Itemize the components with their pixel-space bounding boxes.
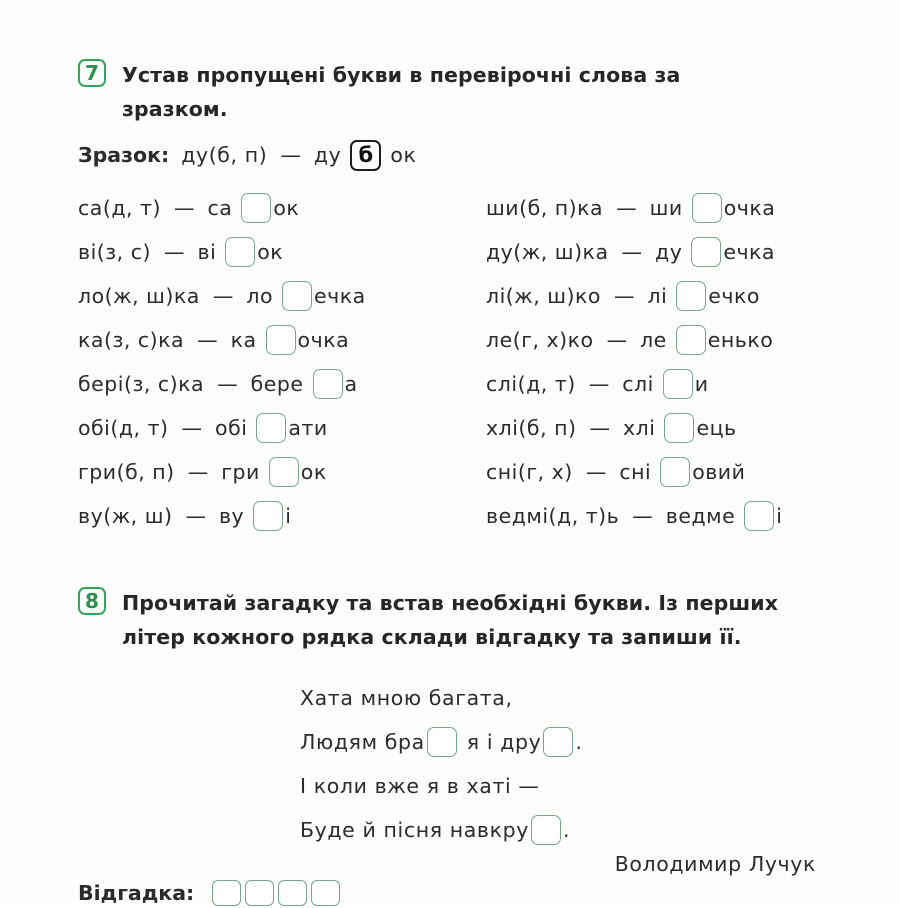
- sample-answer-suffix: ок: [390, 143, 417, 167]
- letter-input-box[interactable]: [676, 325, 706, 355]
- pair-dash: —: [185, 504, 206, 528]
- answer-prefix: ві: [197, 240, 217, 264]
- word-pair-row: [486, 186, 782, 230]
- letter-input-box[interactable]: [543, 727, 573, 757]
- answer-suffix: и: [694, 372, 709, 396]
- answer-suffix: а: [344, 372, 358, 396]
- letter-input-box[interactable]: [744, 501, 774, 531]
- word-pair-row: [78, 362, 366, 406]
- pair-dash: —: [585, 460, 607, 484]
- answer-prefix: ло: [246, 284, 274, 308]
- pair-dash: —: [613, 284, 635, 308]
- answer-prefix: ле: [640, 328, 667, 352]
- source-word: са(д, т): [78, 196, 161, 220]
- source-word: хлі(б, п): [486, 416, 577, 440]
- answer-letter-box[interactable]: [245, 880, 274, 906]
- word-pair-row: [486, 230, 782, 274]
- word-column-right: [486, 186, 782, 538]
- answer-suffix: очка: [297, 328, 350, 352]
- letter-input-box[interactable]: [313, 369, 343, 399]
- riddle-text-segment: Буде й пісня навкру: [300, 818, 529, 842]
- exercise-number-badge-8: 8: [78, 587, 106, 615]
- riddle-text-segment: Людям бра: [300, 730, 425, 754]
- exercise-7-instruction: [122, 58, 818, 126]
- source-word: сні(г, х): [486, 460, 573, 484]
- pair-dash: —: [589, 416, 611, 440]
- exercise-number-badge-7: 7: [78, 59, 106, 87]
- letter-input-box[interactable]: [676, 281, 706, 311]
- letter-input-box[interactable]: [691, 237, 721, 267]
- riddle-text-segment: я і дру: [466, 730, 542, 754]
- sample-filled-box: б: [350, 140, 381, 171]
- answer-letter-box[interactable]: [278, 880, 307, 906]
- letter-input-box[interactable]: [256, 413, 286, 443]
- answer-prefix: ву: [218, 504, 245, 528]
- pair-dash: —: [616, 196, 637, 220]
- riddle-line: [300, 720, 583, 764]
- riddle-line: [300, 676, 583, 720]
- pair-dash: —: [197, 328, 218, 352]
- word-pair-row: [486, 362, 782, 406]
- word-pair-row: [486, 494, 782, 538]
- source-word: ду(ж, ш)ка: [486, 240, 609, 264]
- riddle-line: [300, 764, 583, 808]
- letter-input-box[interactable]: [427, 727, 457, 757]
- source-word: слі(д, т): [486, 372, 576, 396]
- word-pair-row: [78, 318, 366, 362]
- answer-row: [78, 878, 340, 908]
- answer-prefix: ведме: [665, 504, 736, 528]
- answer-letter-box[interactable]: [311, 880, 340, 906]
- source-word: ведмі(д, т)ь: [486, 504, 620, 528]
- sample-answer-prefix: ду: [313, 143, 342, 167]
- exercise-8-header: [0, 586, 900, 654]
- sample-dash: —: [280, 143, 301, 167]
- answer-suffix: і: [776, 504, 783, 528]
- exercise-8-instruction: [122, 586, 818, 654]
- source-word: ву(ж, ш): [78, 504, 173, 528]
- pair-dash: —: [217, 372, 238, 396]
- answer-label: Відгадка:: [78, 881, 195, 905]
- word-pair-row: [486, 450, 782, 494]
- word-pair-row: [78, 450, 366, 494]
- word-pair-row: [78, 406, 366, 450]
- pair-dash: —: [163, 240, 185, 264]
- source-word: ло(ж, ш)ка: [78, 284, 200, 308]
- answer-suffix: енько: [707, 328, 774, 352]
- letter-input-box[interactable]: [253, 501, 283, 531]
- word-pair-row: [78, 230, 366, 274]
- letter-input-box[interactable]: [282, 281, 312, 311]
- pair-dash: —: [632, 504, 653, 528]
- riddle-text-segment: .: [575, 730, 583, 754]
- answer-suffix: овий: [692, 460, 746, 484]
- letter-input-box[interactable]: [225, 237, 255, 267]
- answer-suffix: ечко: [708, 284, 760, 308]
- letter-input-box[interactable]: [269, 457, 299, 487]
- sample-line: [78, 138, 417, 172]
- answer-suffix: ок: [273, 196, 300, 220]
- answer-prefix: бере: [250, 372, 304, 396]
- exercise-8-instruction-line-1: Прочитай загадку та встав необхідні букви. Із перших: [122, 591, 779, 615]
- answer-prefix: хлі: [623, 416, 656, 440]
- pair-dash: —: [621, 240, 643, 264]
- sample-source-word: ду(б, п): [181, 143, 268, 167]
- source-word: ві(з, с): [78, 240, 151, 264]
- letter-input-box[interactable]: [692, 193, 722, 223]
- answer-suffix: ечка: [723, 240, 775, 264]
- riddle-text: [300, 676, 583, 852]
- exercise-7-instruction-line-1: Устав пропущені букви в перевірочні слова за: [122, 63, 681, 87]
- letter-input-box[interactable]: [266, 325, 296, 355]
- letter-input-box[interactable]: [241, 193, 271, 223]
- word-pair-row: [78, 274, 366, 318]
- exercise-7-header: [0, 58, 900, 126]
- answer-suffix: ок: [300, 460, 327, 484]
- source-word: ши(б, п)ка: [486, 196, 604, 220]
- answer-prefix: ка: [230, 328, 257, 352]
- source-word: ле(г, х)ко: [486, 328, 594, 352]
- pair-dash: —: [173, 196, 195, 220]
- letter-input-box[interactable]: [531, 815, 561, 845]
- exercise-8: [0, 586, 900, 654]
- word-pair-row: [486, 274, 782, 318]
- answer-prefix: ши: [649, 196, 683, 220]
- answer-prefix: са: [207, 196, 233, 220]
- riddle-text-segment: І коли вже я в хаті —: [300, 774, 540, 798]
- sample-label: Зразок:: [78, 143, 170, 167]
- answer-prefix: обі: [215, 416, 248, 440]
- source-word: бері(з, с)ка: [78, 372, 205, 396]
- exercise-7-instruction-line-2: зразком.: [122, 97, 228, 121]
- word-pair-row: [486, 406, 782, 450]
- pair-dash: —: [588, 372, 610, 396]
- riddle-author: Володимир Лучук: [614, 852, 816, 876]
- word-pair-row: [78, 186, 366, 230]
- answer-prefix: слі: [622, 372, 654, 396]
- answer-prefix: сні: [619, 460, 652, 484]
- pair-dash: —: [606, 328, 628, 352]
- letter-input-box[interactable]: [660, 457, 690, 487]
- riddle-line: [300, 808, 583, 852]
- letter-input-box[interactable]: [664, 413, 694, 443]
- answer-letter-box[interactable]: [212, 880, 241, 906]
- riddle-text-segment: .: [562, 818, 571, 842]
- answer-suffix: ок: [257, 240, 284, 264]
- source-word: гри(б, п): [78, 460, 175, 484]
- source-word: обі(д, т): [78, 416, 169, 440]
- word-pair-row: [78, 494, 366, 538]
- riddle-text-segment: Хата мною багата,: [300, 686, 513, 710]
- word-column-left: [78, 186, 366, 538]
- answer-suffix: і: [285, 504, 292, 528]
- answer-suffix: ечка: [314, 284, 366, 308]
- answer-prefix: лі: [647, 284, 668, 308]
- answer-box-group: [212, 880, 340, 906]
- word-pair-row: [486, 318, 782, 362]
- source-word: лі(ж, ш)ко: [486, 284, 601, 308]
- pair-dash: —: [187, 460, 209, 484]
- answer-prefix: гри: [221, 460, 260, 484]
- answer-suffix: ати: [288, 416, 328, 440]
- letter-input-box[interactable]: [663, 369, 693, 399]
- exercise-8-instruction-line-2: літер кожного рядка склади відгадку та запиши її.: [122, 625, 742, 649]
- pair-dash: —: [181, 416, 203, 440]
- answer-prefix: ду: [655, 240, 683, 264]
- source-word: ка(з, с)ка: [78, 328, 185, 352]
- pair-dash: —: [212, 284, 234, 308]
- answer-suffix: очка: [723, 196, 776, 220]
- answer-suffix: ець: [696, 416, 737, 440]
- exercise-7: [0, 58, 900, 126]
